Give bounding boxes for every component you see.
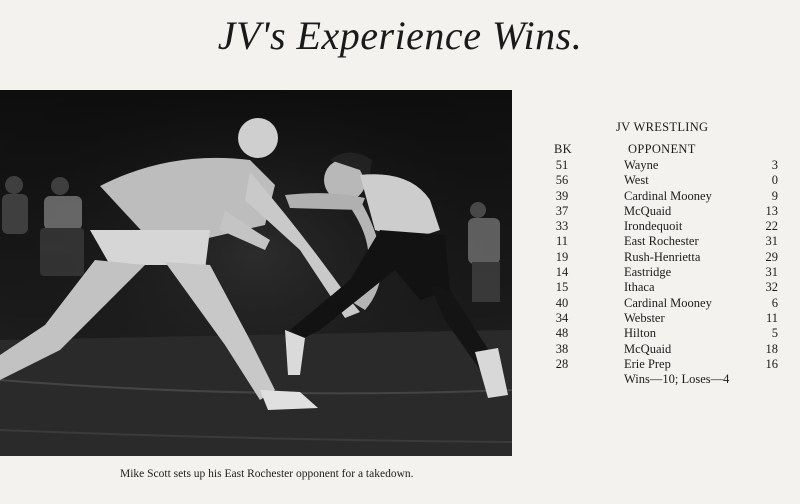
match-row [536, 326, 786, 341]
opponent-name: Webster [624, 310, 665, 325]
opponent-name: Wayne [624, 158, 659, 172]
bk-score: 28 [555, 356, 569, 371]
match-row [536, 280, 786, 295]
page-headline: JV's Experience Wins. [217, 13, 583, 58]
bk-score: 37 [555, 203, 569, 218]
opponent-score: 22 [765, 219, 778, 234]
opponent-score: 29 [765, 249, 778, 264]
bk-score: 34 [555, 310, 569, 325]
opponent-name: West [624, 173, 649, 188]
bk-score: 15 [555, 280, 569, 295]
opponent-name: Hilton [624, 326, 656, 341]
bk-score: 51 [555, 158, 569, 172]
opponent-score: 18 [765, 341, 778, 356]
bk-score: 40 [555, 295, 569, 310]
match-list [536, 158, 786, 372]
match-row [536, 158, 786, 173]
schedule-title: JV WRESTLING [616, 120, 709, 134]
bk-column-header: BK [554, 142, 572, 156]
schedule-header-row [536, 142, 786, 158]
opponent-score: 31 [765, 265, 778, 280]
match-row [536, 250, 786, 265]
bk-score: 56 [555, 173, 569, 188]
bk-score: 48 [555, 326, 569, 341]
bk-score: 14 [555, 265, 569, 280]
bk-score: 39 [555, 188, 569, 203]
opponent-score: 5 [771, 326, 778, 341]
opponent-score: 16 [765, 356, 778, 371]
opponent-name: Rush-Henrietta [624, 249, 701, 264]
wrestling-photo [0, 90, 512, 456]
opponent-name: Erie Prep [624, 356, 671, 371]
match-row [536, 219, 786, 234]
opponent-name: Eastridge [624, 265, 672, 280]
opponent-name: East Rochester [624, 234, 699, 249]
opponent-score: 13 [765, 203, 778, 218]
opponent-score: 0 [771, 173, 778, 188]
match-row [536, 234, 786, 249]
opponent-name: Ithaca [624, 280, 655, 295]
photo-caption: Mike Scott sets up his East Rochester opponent for a takedown. [120, 468, 414, 480]
opponent-score: 9 [771, 188, 778, 203]
match-row [536, 189, 786, 204]
bk-score: 38 [555, 341, 569, 356]
match-row [536, 265, 786, 280]
match-row [536, 296, 786, 311]
match-row [536, 342, 786, 357]
bk-score: 19 [555, 249, 569, 264]
match-row [536, 311, 786, 326]
opponent-name: Cardinal Mooney [624, 295, 712, 310]
match-row [536, 173, 786, 188]
opponent-name: Cardinal Mooney [624, 188, 712, 203]
opponent-score: 11 [765, 310, 778, 325]
opponent-column-header: OPPONENT [628, 142, 696, 156]
match-row [536, 357, 786, 372]
opponent-name: McQuaid [624, 341, 672, 356]
opponent-name: Irondequoit [624, 219, 683, 234]
opponent-score: 32 [765, 280, 778, 295]
bk-score: 11 [555, 234, 569, 249]
opponent-score: 6 [771, 295, 778, 310]
opponent-score: 31 [765, 234, 778, 249]
opponent-score: 3 [771, 158, 778, 172]
bk-score: 33 [555, 219, 569, 234]
match-row [536, 204, 786, 219]
opponent-name: McQuaid [624, 203, 672, 218]
season-record: Wins—10; Loses—4 [624, 372, 730, 386]
